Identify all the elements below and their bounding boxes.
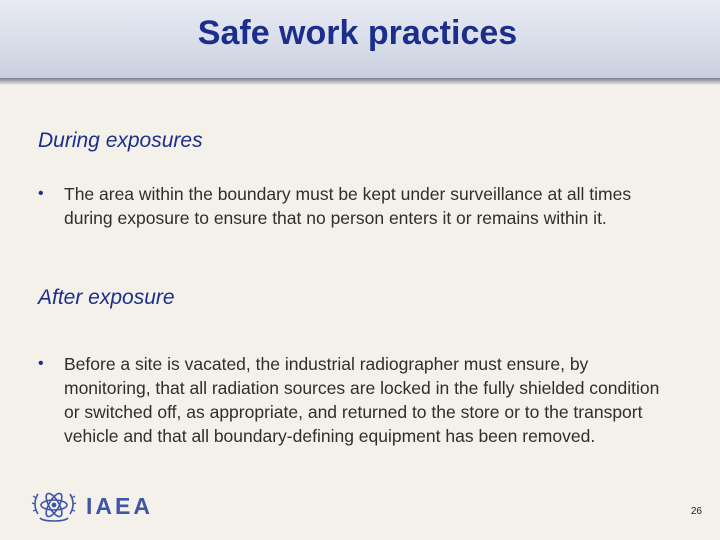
iaea-logo: [30, 484, 170, 528]
iaea-wordmark: IAEA: [86, 493, 153, 519]
list-item: [38, 182, 678, 230]
bullet-text: The area within the boundary must be kept under surveillance at all times during exposure to ensure that no person enters it or remains within it.: [64, 184, 632, 228]
section-heading-during-exposures: During exposures: [38, 129, 203, 152]
slide-header: [0, 0, 720, 80]
section-heading-after-exposure: After exposure: [38, 286, 175, 309]
iaea-atom-emblem-icon: [30, 484, 78, 528]
bullet-text: Before a site is vacated, the industrial radiographer must ensure, by monitoring, that all radiation sources are locked in the fully shielded condition or switched off, as appropriate, and returned to the store or to the transport vehicle and that all boundary-defining equipment has been removed.: [64, 354, 660, 446]
after-exposure-bullet-list: [38, 352, 678, 448]
during-exposures-bullet-list: [38, 182, 678, 230]
list-item: [38, 352, 678, 448]
bullet-dot-icon: •: [38, 185, 44, 202]
bullet-dot-icon: •: [38, 355, 44, 372]
slide-title: Safe work practices: [197, 14, 518, 52]
page-number: 26: [690, 506, 702, 517]
header-divider: [0, 78, 720, 85]
